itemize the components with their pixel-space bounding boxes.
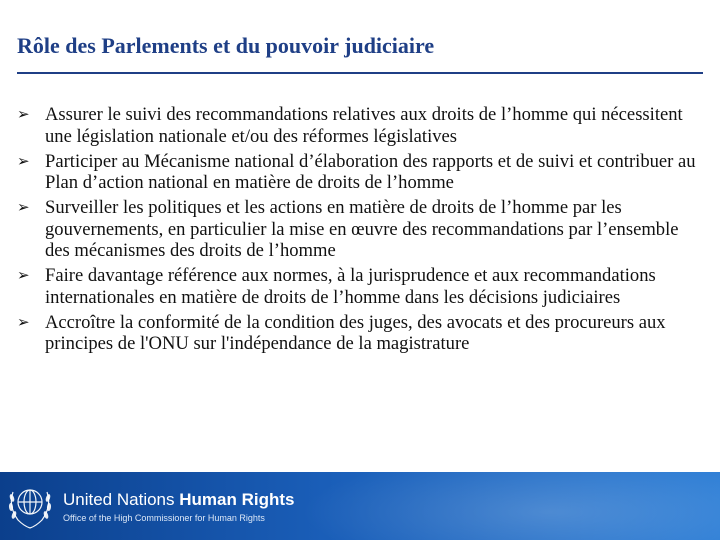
bullet-item (17, 265, 707, 308)
footer-org-name-light: United Nations (63, 490, 180, 509)
bullet-text: Surveiller les politiques et les actions en matière de droits de l’homme par les gouvernements, en particulier la mise en œuvre des recommandations par l’ensemble des mécanismes des droits de l’homme (45, 197, 679, 261)
arrow-bullet-icon: ➢ (17, 266, 30, 284)
footer-banner (0, 472, 720, 540)
arrow-bullet-icon: ➢ (17, 105, 30, 123)
bullet-item (17, 104, 707, 147)
bullet-text: Participer au Mécanisme national d’élaboration des rapports et de suivi et contribuer au Plan d’action national en matière de droits de l’homme (45, 150, 696, 193)
bullet-item (17, 151, 707, 194)
bullet-item (17, 197, 707, 262)
arrow-bullet-icon: ➢ (17, 151, 30, 170)
title-divider (17, 72, 703, 74)
footer-org-name (63, 490, 294, 510)
footer-highlight (300, 472, 720, 540)
un-olive-wreath-icon (4, 478, 56, 534)
bullet-item (17, 312, 707, 355)
arrow-bullet-icon: ➢ (17, 198, 30, 216)
slide-title: Rôle des Parlements et du pouvoir judiciaire (17, 33, 435, 58)
arrow-bullet-icon: ➢ (17, 312, 30, 331)
bullet-text: Faire davantage référence aux normes, à la jurisprudence et aux recommandations internationales en matière de droits de l’homme dans les décisions judiciaires (45, 265, 656, 308)
footer-subtitle: Office of the High Commissioner for Human Rights (63, 513, 265, 523)
footer-org-name-bold: Human Rights (179, 490, 295, 509)
bullet-text: Assurer le suivi des recommandations relatives aux droits de l’homme qui nécessitent une législation nationale et/ou des réformes législatives (45, 104, 683, 147)
bullet-list (17, 104, 707, 358)
bullet-text: Accroître la conformité de la condition des juges, des avocats et des procureurs aux principes de l'ONU sur l'indépendance de la magistrature (45, 311, 666, 354)
